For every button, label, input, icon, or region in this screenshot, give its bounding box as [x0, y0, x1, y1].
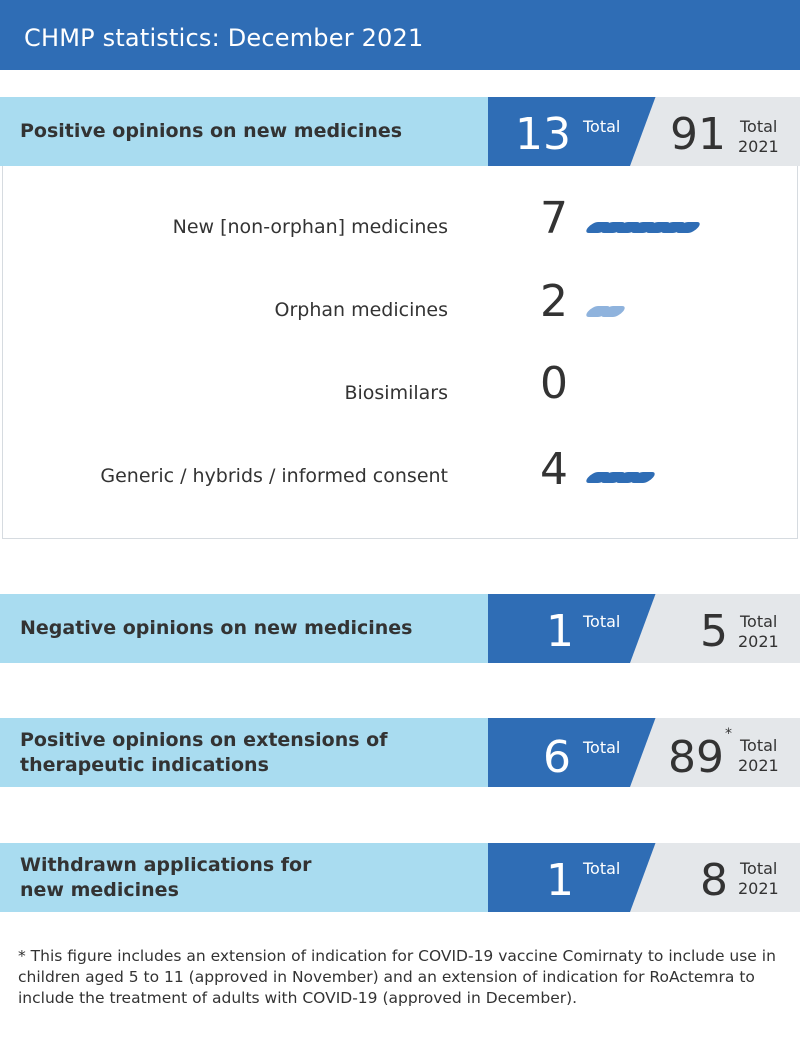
year-total-value: 89 [668, 732, 724, 783]
positive-opinions-section [0, 97, 800, 166]
year-total-value: 8 [700, 855, 728, 906]
section-title-line2: therapeutic indications [20, 753, 269, 776]
breakdown-label-non-orphan: New [non-orphan] medicines [172, 216, 448, 238]
year-label: 2021 [738, 632, 779, 651]
section-label-band [0, 97, 492, 166]
month-total-box [488, 97, 658, 166]
breakdown-label-generic: Generic / hybrids / informed consent [100, 465, 448, 487]
extensions-section [0, 718, 800, 787]
month-total-value: 1 [546, 855, 574, 906]
section-label-band [0, 843, 492, 912]
year-label: 2021 [738, 756, 779, 775]
year-total-value: 5 [700, 606, 728, 657]
year-total-label: Total [740, 859, 778, 878]
negative-opinions-section [0, 594, 800, 663]
page-title: CHMP statistics: December 2021 [24, 24, 424, 52]
month-total-box [488, 718, 658, 787]
pill-bar-non-orphan [588, 222, 693, 233]
breakdown-value-non-orphan: 7 [540, 193, 568, 244]
section-label-band [0, 594, 492, 663]
year-total-label: Total [740, 117, 778, 136]
section-title-line2: new medicines [20, 878, 179, 901]
month-total-label: Total [583, 859, 621, 878]
section-title [0, 853, 312, 903]
month-total-label: Total [583, 117, 621, 136]
section-title: Positive opinions on new medicines [20, 120, 403, 142]
pill-bar-generic [588, 472, 648, 483]
month-total-label: Total [583, 612, 621, 631]
month-total-value: 6 [543, 732, 571, 783]
page-header [0, 0, 800, 70]
year-label: 2021 [738, 879, 779, 898]
month-total-value: 1 [546, 606, 574, 657]
section-title-line1: Withdrawn applications for [20, 853, 312, 876]
section-title-line1: Positive opinions on extensions of [20, 728, 388, 751]
breakdown-value-generic: 4 [540, 444, 568, 495]
month-total-value: 13 [515, 109, 571, 160]
footnote: * This figure includes an extension of indication for COVID-19 vaccine Comirnaty to include use in children aged 5 to 11 (approved in November) and an extension of indication for RoActemra to include the treatment of adults with COVID-19 (approved in December). [18, 947, 776, 1007]
breakdown-label-biosimilars: Biosimilars [344, 382, 448, 404]
breakdown-value-orphan: 2 [540, 276, 568, 327]
withdrawn-section [0, 843, 800, 912]
pill-bar-orphan [588, 306, 618, 317]
breakdown-label-orphan: Orphan medicines [274, 299, 448, 321]
section-title: Negative opinions on new medicines [20, 617, 413, 639]
footnote-marker: * [725, 726, 732, 742]
year-total-label: Total [740, 612, 778, 631]
year-total-value: 91 [670, 109, 726, 160]
section-label-band [0, 718, 492, 787]
month-total-label: Total [583, 738, 621, 757]
year-label: 2021 [738, 137, 779, 156]
breakdown-value-biosimilars: 0 [540, 358, 568, 409]
year-total-label: Total [740, 736, 778, 755]
section-title [0, 728, 387, 778]
